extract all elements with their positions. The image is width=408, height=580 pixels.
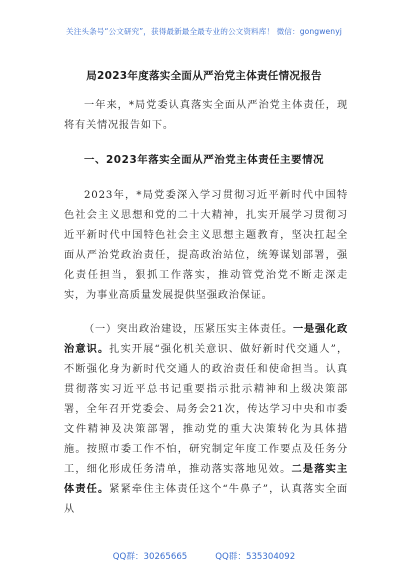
intro-paragraph: 一年来，*局党委认真落实全面从严治党主体责任，现将有关情况报告如下。 bbox=[64, 100, 348, 131]
qq-group-2: QQ群：535304092 bbox=[215, 552, 296, 562]
paragraph-2-tail: 紧紧牵住主体责任这个“牛鼻子”，认真落实全面从 bbox=[64, 484, 349, 515]
body-paragraph-2 bbox=[64, 320, 348, 520]
paragraph-2-lead: （一）突出政治建设，压紧压实主体责任。 bbox=[84, 324, 294, 335]
section-heading: 一、2023年落实全面从严治党主体责任主要情况 bbox=[84, 154, 325, 166]
footer bbox=[0, 550, 408, 562]
qq-group-1: QQ群：30265665 bbox=[112, 552, 188, 562]
document-title: 局2023年度落实全面从严治党主体责任情况报告 bbox=[86, 70, 322, 82]
body-paragraph-1: 2023年，*局党委深入学习贯彻习近平新时代中国特色社会主义思想和党的二十大精神，扎实开展学习贯彻习近平新时代中国特色社会主义思想主题教育，坚决扛起全面从严治党政治责任，提高政治站位，统筹谋划部署，强化责任担当，狠抓工作落实，推动管党治党不断走深走实，为事业高质量发展提供坚强政治保证。 bbox=[64, 190, 348, 301]
paragraph-2-middle: 扎实开展“强化机关意识、做好新时代交通人”，不断强化身为新时代交通人的政治责任和使命担当。认真贯彻落实习近平总书记重要指示批示精神和上级决策部署，全年召开党委会、局务会21次，传达学习中央和市委文件精神及决策部署，推动党的重大决策转化为具体措施。按照市委工作不怕，研究制定年度工作要点及任务分工，细化形成任务清单，推动落实落地见效。 bbox=[64, 344, 349, 475]
emphasis-2: 二是落实主体责任。 bbox=[64, 464, 349, 495]
header-banner: 关注头条号“公文研究”，获得最新最全最专业的公文资料库！ 微信：gongwenyj bbox=[66, 27, 342, 36]
document-body bbox=[64, 96, 348, 520]
emphasis-1: 一是强化政治意识。 bbox=[64, 324, 349, 355]
